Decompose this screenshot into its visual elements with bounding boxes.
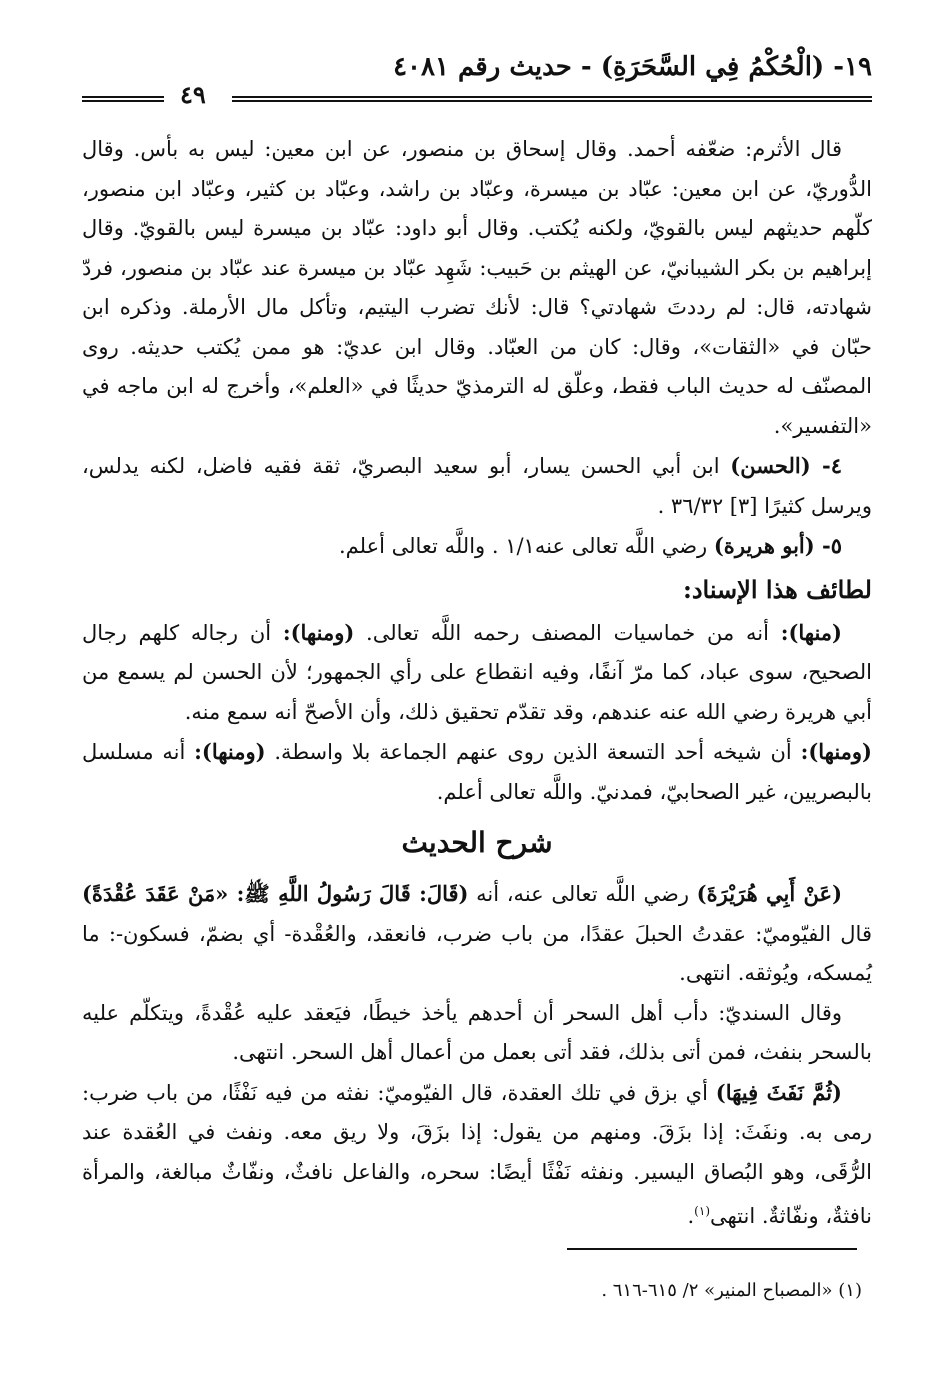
point-label: (منها): <box>780 619 842 645</box>
footnote: (١) «المصباح المنير» ٢/ ٦١٥-٦١٦ . <box>601 1280 862 1301</box>
narrator-text: رضي اللَّه تعالى عنه١/١ . واللَّه تعالى أعلم. <box>338 534 714 558</box>
point-text: أنه من خماسيات المصنف رحمه اللَّه تعالى. <box>354 620 781 645</box>
point-text: أنه مسلسل بالبصريين، غير الصحابيّ، فمدنيّ. واللَّه تعالى أعلم. <box>82 740 872 804</box>
hadith-phrase: (ثُمَّ نَفَثَ فِيهَا) <box>715 1079 842 1105</box>
commentary-text: رضي اللَّه تعالى عنه، أنه <box>468 882 697 906</box>
paragraph-narrator-abu-hurayra <box>82 526 872 567</box>
paragraph-sharh-1 <box>82 874 872 994</box>
point-label: (ومنها): <box>194 739 266 764</box>
section-heading-latif: لطائف هذا الإسناد: <box>682 574 872 604</box>
paragraph-latif-1 <box>82 613 872 733</box>
header-rule <box>232 96 872 102</box>
commentary-end: . <box>687 1204 695 1228</box>
hadith-phrase: (قَالَ: قَالَ رَسُولُ اللَّهِ ﷺ: «مَنْ عَقَدَ عُقْدَةً) <box>82 881 469 906</box>
footnote-rule <box>567 1248 857 1250</box>
narrator-label: ٤- (الحسن) <box>730 453 842 478</box>
commentary-text: قال الفيّوميّ: عقدتُ الحبلَ عقدًا، من باب ضرب، فانعقد، والعُقْدة- أي بضمّ، فسكون-: ما يُمسكه، ويُوثقه. انتهى. <box>82 921 872 985</box>
point-text: أن رجاله كلهم رجال الصحيح، سوى عباد، كما مرّ آنفًا، وفيه انقطاع على رأي الجمهور؛ لأن الحسن لم يسمع من أبي هريرة رضي الله عنه عندهم، وقد تقدّم تحقيق ذلك، وأن الأصحّ أنه سمع منه. <box>82 620 872 724</box>
paragraph-narrator-hasan <box>82 446 872 526</box>
running-title: ١٩- (الْحُكْمُ فِي السَّحَرَةِ) - حديث رقم ٤٠٨١ <box>393 52 872 82</box>
narrator-text: ابن أبي الحسن يسار، أبو سعيد البصريّ، ثقة فقيه فاضل، لكنه يدلس، ويرسل كثيرًا [٣] ٣٦/٣٢ . <box>82 454 872 518</box>
hadith-phrase: (عَنْ أَبِي هُرَيْرَةَ) <box>696 881 842 906</box>
point-label: (ومنها): <box>282 619 355 645</box>
commentary-text: أي بزق في تلك العقدة، قال الفيّوميّ: نفثه من فيه نَفْثًا، من باب ضرب: رمى به. ونفَثَ: إذا بزَقَ. ومنهم من يقول: إذا بزَقَ، ولا ريق معه. ونفث في العُقدة عند الرُّقَى، وهو البُصاق اليسير. ونفثه نَفْثًا أيضًا: سحره، والفاعل نافثٌ، ونفّاثٌ مبالغة، والمرأة نافثةٌ، ونفّاثةٌ. انتهى <box>82 1080 872 1228</box>
paragraph-narrator-abbad: قال الأثرم: ضعّفه أحمد. وقال إسحاق بن منصور، عن ابن معين: ليس به بأس. وقال الدُّوريّ، عن ابن معين: عبّاد بن ميسرة، وعبّاد بن راشد، وعبّاد بن كثير، وعبّاد ابن منصور، كلّهم حديثهم ليس بالقويّ، ولكنه يُكتب. وقال أبو داود: عبّاد بن ميسرة ليس بالقويّ. وقال إبراهيم بن بكر الشيبانيّ، عن الهيثم بن حَبيب: شَهِد عبّاد بن ميسرة عند عبّاد بن منصور، فردّ شهادته، قال: لم رددتَ شهادتي؟ قال: لأنك تضرب اليتيم، وتأكل مال الأرملة. وذكره ابن حبّان في «الثقات»، وقال: كان من العبّاد. وقال ابن عديّ: هو ممن يُكتب حديثه. روى المصنّف له حديث الباب فقط، وعلّق له الترمذيّ حديثًا في «العلم»، وأخرج له ابن ماجه في «التفسير». <box>82 137 872 438</box>
page-header <box>82 52 872 112</box>
paragraph-sharh-3 <box>82 1073 872 1237</box>
section-heading-sharh: شرح الحديث <box>401 826 553 859</box>
footnote-marker[interactable]: (١) <box>694 1204 710 1218</box>
narrator-label: ٥- (أبو هريرة) <box>713 533 842 558</box>
main-text <box>82 130 872 1237</box>
paragraph-sharh-2: وقال السنديّ: دأب أهل السحر أن أحدهم يأخذ خيطًا، فيَعقد عليه عُقْدةً، ويتكلّم عليه بالسحر بنفث، فمن أتى بذلك، فقد أتى بعمل من أعمال أهل السحر. انتهى. <box>82 1000 872 1064</box>
point-text: أن شيخه أحد التسعة الذين روى عنهم الجماعة بلا واسطة. <box>265 740 801 764</box>
header-rule-short <box>82 96 164 102</box>
page-number: ٤٩ <box>180 80 206 109</box>
point-label: (ومنها): <box>800 739 872 764</box>
paragraph-latif-2 <box>82 732 872 812</box>
